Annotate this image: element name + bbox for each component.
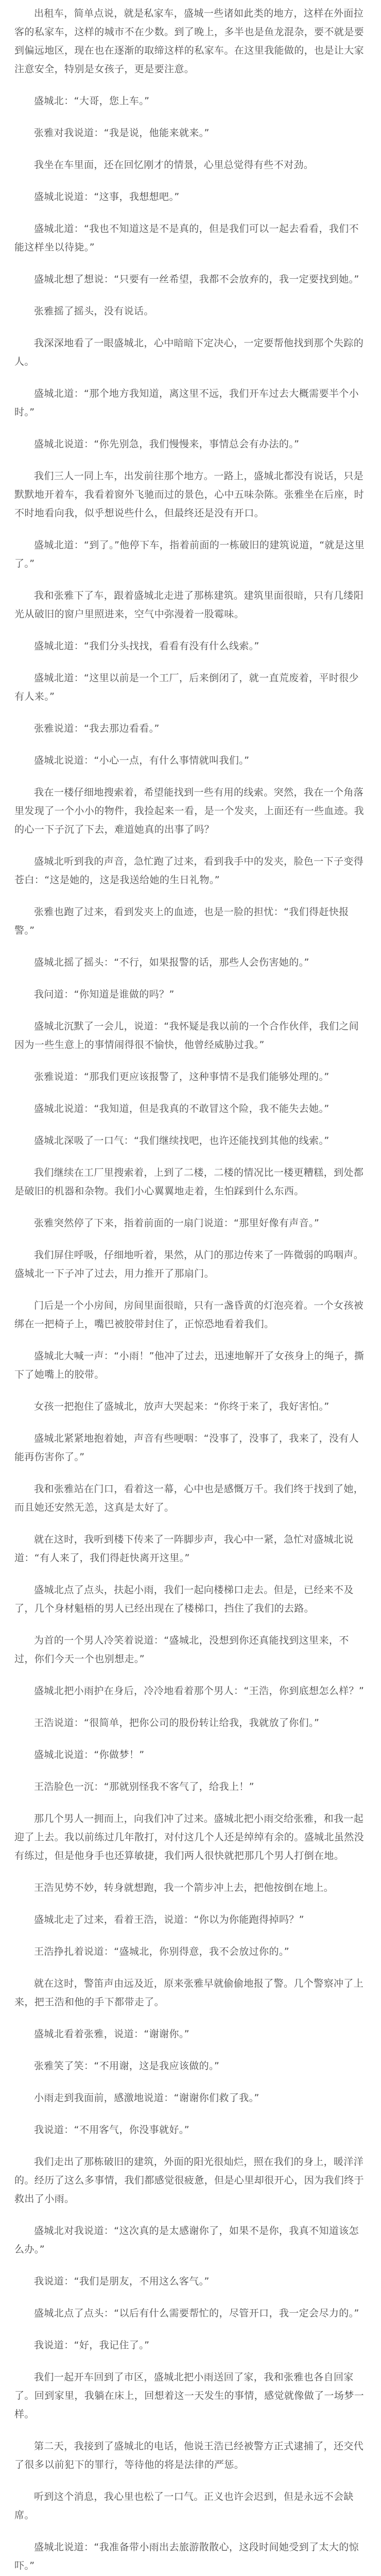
paragraph: 王浩脸色一沉：“那就别怪我不客气了，给我上！” <box>34 1781 254 1792</box>
paragraph: 我和张雅站在门口，看着这一幕，心中也是感慨万千。我们终于找到了她，而且她还安然无恙，这真是太好了。 <box>14 1483 364 1513</box>
paragraph: 盛城北道：“我也不知道这是不是真的，但是我们可以一起去看看，我们不能这样坐以待毙。” <box>14 223 359 253</box>
paragraph: 盛城北听到我的声音，急忙跑了过来，看到我手中的发夹，脸色一下子变得苍白：“这是她的，这是我送给她的生日礼物。” <box>14 856 364 886</box>
paragraph: 张雅突然停了下来，指着前面的一扇门说道：“那里好像有声音。” <box>34 1217 320 1229</box>
paragraph: 我们走出了那栋破旧的建筑，外面的阳光很灿烂，照在我们的身上，暖洋洋的。经历了这么多事情，我们都感觉很疲惫，但是心里却很开心，因为我们终于救出了小雨。 <box>14 2156 365 2205</box>
paragraph: 盛城北道：“我们分头找找，看看有没有什么线索。” <box>34 640 259 652</box>
paragraph: 盛城北说道：“小心一点，有什么事情就叫我们。” <box>34 755 250 766</box>
paragraph: 王浩见势不妙，转身就想跑，我一个箭步冲上去，把他按倒在地上。 <box>34 1882 334 1893</box>
paragraph: 我们一起开车回到了市区，盛城北把小雨送回了家，我和张雅也各自回家了。回到家里，我躺在床上，回想着这一天发生的事情，感觉就像做了一场梦一样。 <box>14 2371 365 2420</box>
paragraph: 盛城北点了点头：“以后有什么需要帮忙的，尽管开口，我一定会尽力的。” <box>34 2308 359 2319</box>
paragraph: 就在这时，我听到楼下传来了一阵脚步声，我心中一紧，急忙对盛城北说道：“有人来了，我们得赶快离开这里。” <box>14 1534 354 1564</box>
paragraph: 盛城北看着张雅，说道：“谢谢你。” <box>34 2028 189 2040</box>
paragraph: 我和张雅下了车，跟着盛城北走进了那栋建筑。建筑里面很暗，只有几缕阳光从破旧的窗户里照进来，空气中弥漫着一股霉味。 <box>14 590 364 620</box>
paragraph: 盛城北：“大哥，您上车。” <box>34 95 150 107</box>
paragraph: 我坐在车里面，还在回忆刚才的情景，心里总觉得有些不对劲。 <box>34 159 314 171</box>
paragraph: 张雅说道：“我去那边看看。” <box>34 723 160 734</box>
paragraph: 我们三人一同上车，出发前往那个地方。一路上，盛城北都没有说话，只是默默地开着车，我看着窗外飞驰而过的景色，心中五味杂陈。张雅坐在后座，时不时地看向我，似乎想说些什么，但最终还是没有开口。 <box>14 470 365 519</box>
paragraph: 就在这时，警笛声由远及近，原来张雅早就偷偷地报了警。几个警察冲了上来，把王浩和他的手下都带走了。 <box>14 1978 364 2008</box>
paragraph: 盛城北想了想说：“只要有一丝希望，我都不会放弃的，我一定要找到她。” <box>34 274 359 285</box>
paragraph: 盛城北把小雨护在身后，冷冷地看着那个男人：“王浩，你到底想怎么样？” <box>34 1685 365 1697</box>
paragraph: 小雨走到我面前，感激地说道：“谢谢你们救了我。” <box>34 2092 259 2104</box>
paragraph: 张雅对我说道：“我是说，他能来就来。” <box>34 127 210 139</box>
paragraph: 我深深地看了一眼盛城北，心中暗暗下定决心，一定要帮他找到那个失踪的人。 <box>14 337 364 367</box>
paragraph: 盛城北说道：“这事，我想想吧。” <box>34 191 180 202</box>
paragraph: 我们继续在工厂里搜索着，上到了二楼，二楼的情况比一楼更糟糕，到处都是破旧的机器和杂物。我们小心翼翼地走着，生怕踩到什么东西。 <box>14 1167 364 1197</box>
paragraph: 盛城北摇了摇头：“不行，如果报警的话，那些人会伤害她的。” <box>34 957 309 968</box>
paragraph: 我说道：“我们是朋友，不用这么客气。” <box>34 2276 210 2287</box>
paragraph: 盛城北道：“到了。”他停下车，指着前面的一栋破旧的建筑说道，“就是这里了。” <box>14 539 365 569</box>
paragraph: 我们屏住呼吸，仔细地听着，果然，从门的那边传来了一阵微弱的呜咽声。盛城北一下子冲了过去，用力推开了那扇门。 <box>14 1249 364 1279</box>
paragraph: 盛城北说道：“我知道，但是我真的不敢冒这个险，我不能失去她。” <box>34 1103 330 1114</box>
paragraph: 盛城北大喊一声：“小雨！”他冲了过去，迅速地解开了女孩身上的绳子，撕下了她嘴上的胶带。 <box>14 1350 365 1380</box>
paragraph: 盛城北道：“那个地方我知道，离这里不远，我们开车过去大概需要半个小时。” <box>14 388 359 418</box>
paragraph: 那几个男人一拥而上，向我们冲了过来。盛城北把小雨交给张雅，和我一起迎了上去。我以前练过几年散打，对付这几个人还是绰绰有余的。盛城北虽然没有练过，但是他身手也还算敏捷，我们两人很快就把那几个男人打倒在地。 <box>14 1813 365 1861</box>
paragraph: 盛城北深吸了一口气：“我们继续找吧，也许还能找到其他的线索。” <box>34 1135 330 1146</box>
paragraph: 王浩说道：“很简单，把你公司的股份转让给我，我就放了你们。” <box>34 1717 320 1728</box>
paragraph: 出租车，简单点说，就是私家车，盛城一些诸如此类的地方，这样在外面拉客的私家车，这样的城市不在少数。到了晚上，多半也是鱼龙混杂，要不就是要到偏远地区，现在也在逐渐的取缔这样的私家车。在这里我能做的，也是让大家注意安全，特别是女孩子，更是要注意。 <box>14 8 365 75</box>
paragraph: 听到这个消息，我心里也松了一口气。正义也许会迟到，但是永远不会缺席。 <box>14 2491 354 2521</box>
paragraph: 我说道：“好，我记住了。” <box>34 2340 150 2351</box>
paragraph: 王浩挣扎着说道：“盛城北，你别得意，我不会放过你的。” <box>34 1946 289 1957</box>
paragraph: 盛城北紧紧地抱着她，声音有些哽咽：“没事了，没事了，我来了，没有人能再伤害你了。” <box>14 1433 359 1463</box>
paragraph: 盛城北沉默了一会儿，说道：“我怀疑是我以前的一个合作伙伴，我们之间因为一些生意上的事情闹得很不愉快，他曾经威胁过我。” <box>14 1021 359 1050</box>
paragraph: 盛城北道：“这里以前是一个工厂，后来倒闭了，就一直荒废着，平时很少有人来。” <box>14 672 359 702</box>
paragraph: 盛城北点了点头，扶起小雨，我们一起向楼梯口走去。但是，已经来不及了，几个身材魁梧的男人已经出现在了楼梯口，挡住了我们的去路。 <box>14 1584 354 1614</box>
paragraph: 张雅摇了摇头，没有说话。 <box>34 306 154 317</box>
paragraph: 我在一楼仔细地搜索着，希望能找到一些有用的线索。突然，我在一个角落里发现了一个小小的物件，我捡起来一看，是一个发夹，上面还有一些血迹。我的心一下子沉了下去，难道她真的出事了吗？ <box>14 787 365 835</box>
paragraph: 我问道：“你知道是谁做的吗？” <box>34 989 175 1000</box>
paragraph: 女孩一把抱住了盛城北，放声大哭起来：“你终于来了，我好害怕。” <box>34 1401 330 1412</box>
paragraph: 张雅也跑了过来，看到发夹上的血迹，也是一脸的担忧：“我们得赶快报警。” <box>14 906 349 936</box>
paragraph: 张雅说道：“那我们更应该报警了，这种事情不是我们能够处理的。” <box>34 1071 330 1082</box>
paragraph: 盛城北说道：“我准备带小雨出去旅游散散心，这段时间她受到了太大的惊吓。” <box>14 2541 359 2571</box>
paragraph: 我说道：“不用客气，你没事就好。” <box>34 2124 189 2136</box>
paragraph: 盛城北说道：“你先别急，我们慢慢来，事情总会有办法的。” <box>34 438 300 450</box>
paragraph: 张雅笑了笑：“不用谢，这是我应该做的。” <box>34 2060 220 2072</box>
paragraph: 盛城北对我说道：“这次真的是太感谢你了，如果不是你，我真不知道该怎么办。” <box>14 2225 359 2255</box>
paragraph: 盛城北说道：“你做梦！” <box>34 1749 145 1760</box>
paragraph: 盛城北走了过来，看着王浩，说道：“你以为你能跑得掉吗？” <box>34 1914 304 1925</box>
paragraph: 第二天，我接到了盛城北的电话，他说王浩已经被警方正式逮捕了，还交代了很多以前犯下的罪行，等待他的将是法律的严惩。 <box>14 2441 364 2470</box>
paragraph: 门后是一个小房间，房间里面很暗，只有一盏昏黄的灯泡亮着。一个女孩被绑在一把椅子上，嘴巴被胶带封住了，正惊恐地看着我们。 <box>14 1300 364 1330</box>
paragraph: 为首的一个男人冷笑着说道：“盛城北，没想到你还真能找到这里来，不过，你们今天一个也别想走。” <box>14 1635 349 1665</box>
